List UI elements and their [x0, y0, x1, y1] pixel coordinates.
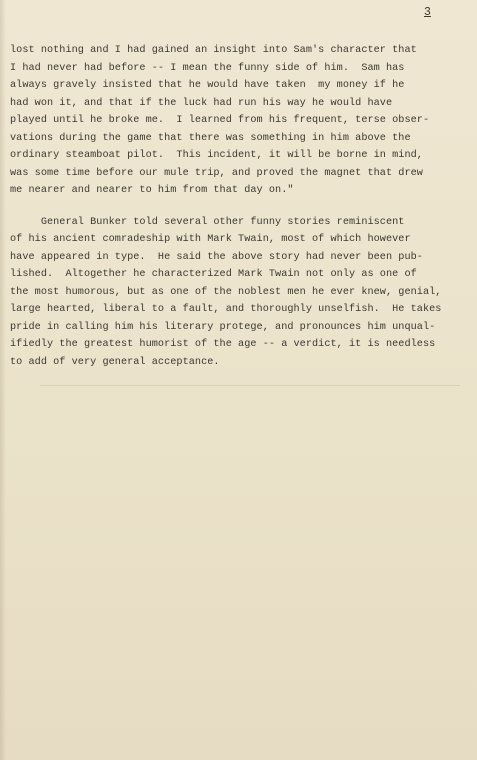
text-line: large hearted, liberal to a fault, and thoroughly unselfish. He takes [10, 304, 442, 315]
paragraph-1 [10, 42, 472, 200]
text-line: was some time before our mule trip, and proved the magnet that drew [10, 167, 423, 179]
text-line: had won it, and that if the luck had run his way he would have [10, 97, 393, 109]
text-line: ordinary steamboat pilot. This incident, it will be borne in mind, [10, 150, 423, 161]
text-line: vations during the game that there was something in him above the [10, 132, 411, 144]
paragraph-gap [10, 200, 472, 214]
text-line: lished. Altogether he characterized Mark Twain not only as one of [10, 269, 417, 280]
text-line: ifiedly the greatest humorist of the age -- a verdict, it is needless [10, 339, 436, 350]
text-line: me nearer and nearer to him from that day on." [10, 185, 294, 196]
paragraph-2 [10, 214, 472, 372]
text-line: have appeared in type. He said the above story had never been pub- [10, 251, 423, 263]
paper-crease [40, 385, 460, 386]
body-text [10, 42, 472, 371]
text-line: lost nothing and I had gained an insight into Sam's character that [10, 45, 417, 56]
text-line: played until he broke me. I learned from his frequent, terse obser- [10, 115, 430, 126]
text-line: always gravely insisted that he would have taken my money if he [10, 80, 405, 91]
text-line: I had never had before -- I mean the funny side of him. Sam has [10, 62, 405, 74]
text-line: of his ancient comradeship with Mark Twain, most of which however [10, 234, 411, 245]
text-line: General Bunker told several other funny stories reminiscent [10, 216, 405, 228]
text-line: to add of very general acceptance. [10, 356, 220, 368]
text-line: the most humorous, but as one of the noblest men he ever knew, genial, [10, 286, 442, 298]
page-number: 3 [424, 6, 431, 19]
text-line: pride in calling him his literary protege, and pronounces him unqual- [10, 321, 436, 333]
